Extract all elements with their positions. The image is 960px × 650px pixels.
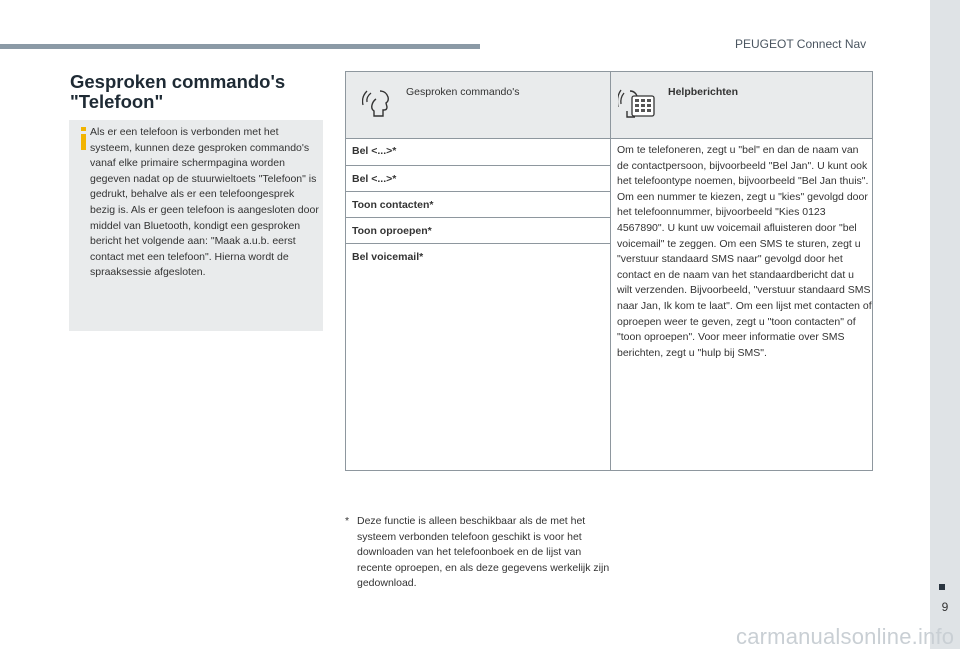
info-box <box>69 120 323 331</box>
command-row: Bel <...>* <box>346 138 610 166</box>
page-edge-strip <box>930 0 960 649</box>
footnote-text: Deze functie is alleen beschikbaar als de met het systeem verbonden telefoon geschikt is voor het downloaden van het telefoonboek en de lijst van recente oproepen, en als deze gegevens werkelijk zijn gedownload. <box>357 515 610 590</box>
info-icon <box>77 126 91 150</box>
header-title: PEUGEOT Connect Nav <box>735 37 867 51</box>
page-number: 9 <box>941 600 949 614</box>
header-bar <box>0 44 480 49</box>
footnote-mark: * <box>345 515 350 527</box>
command-row: Toon contacten* <box>346 192 610 218</box>
voice-commands-table <box>345 71 873 471</box>
column-header-commands: Gesproken commando's <box>406 86 520 98</box>
help-message-icon <box>618 83 658 123</box>
help-message-text: Om te telefoneren, zegt u "bel" en dan de naam van de contactpersoon, bijvoorbeeld "Bel Jan". U kunt ook het telefoontype noemen, bijvoorbeeld "Bel Jan thuis". Om een nummer te kiezen, zegt u "kies" gevolgd door het telefoonnummer, bijvoorbeeld "Kies 0123 4567890". U kunt uw voicemail afluisteren door "bel voicemail" te zeggen. Om een SMS te sturen, zegt u "verstuur standaard SMS naar" gevolgd door het contact en de naam van het standaardbericht dat u wilt verzenden. Bijvoorbeeld, "verstuur standaard SMS naar Jan, Ik kom te laat". Om een lijst met contacten of oproepen weer te geven, zegt u "toon contacten" of "toon oproepen". Voor meer informatie over SMS berichten, zegt u "hulp bij SMS". <box>617 144 872 359</box>
command-row: Toon oproepen* <box>346 218 610 244</box>
page-marker <box>939 584 945 590</box>
column-header-help: Helpberichten <box>668 86 739 98</box>
section-title: Gesproken commando's "Telefoon" <box>70 71 286 112</box>
info-text: Als er een telefoon is verbonden met het systeem, kunnen deze gesproken commando's vanaf elke primaire schermpagina worden gegeven nadat op de stuurwieltoets "Telefoon" is gedrukt, behalve als er een telefoongesprek bezig is. Als er geen telefoon is aangesloten door middel van Bluetooth, kondigt een gesproken bericht het volgende aan: "Maak a.u.b. eerst contact met een telefoon". Hierna wordt de spraaksessie afgesloten. <box>90 126 319 279</box>
table-header <box>346 72 872 139</box>
voice-command-icon <box>362 83 396 123</box>
watermark: carmanualsonline.info <box>736 624 955 649</box>
command-row: Bel <...>* <box>346 166 610 192</box>
command-row: Bel voicemail* <box>352 251 424 263</box>
column-divider <box>610 72 611 470</box>
